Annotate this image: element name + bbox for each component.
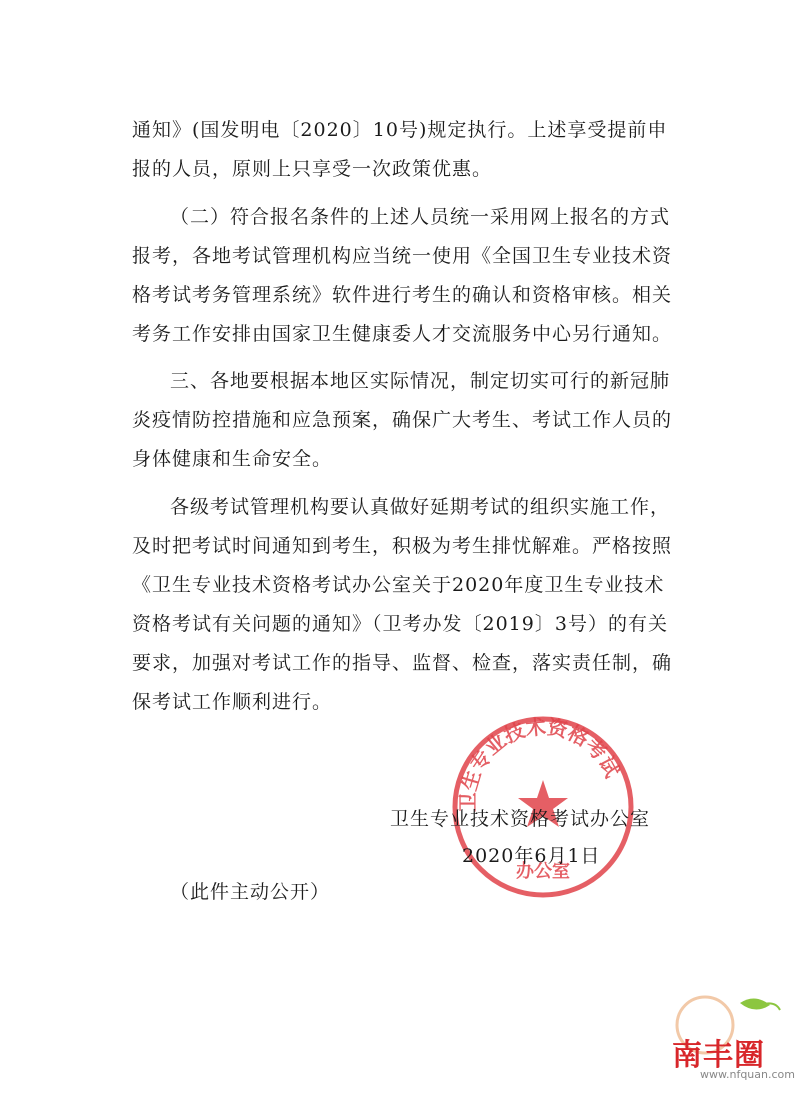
body-line: 《卫生专业技术资格考试办公室关于2020年度卫生专业技术 [132, 574, 665, 596]
disclosure-note: （此件主动公开） [170, 881, 331, 903]
watermark-url: www.nfquan.com [700, 1068, 795, 1081]
watermark-brand: 南丰圈 [672, 1038, 765, 1073]
body-line: 保考试工作顺利进行。 [132, 691, 333, 713]
body-line: 炎疫情防控措施和应急预案，确保广大考生、考试工作人员的 [132, 409, 673, 431]
stamp-bottom-text: 办公室 [516, 861, 570, 882]
body-line: 各级考试管理机构要认真做好延期考试的组织实施工作， [170, 496, 671, 518]
body-line: 要求，加强对考试工作的指导、监督、检查，落实责任制，确 [132, 652, 673, 674]
body-line: 资格考试有关问题的通知》（卫考办发〔2019〕3号）的有关 [132, 613, 668, 635]
body-line: 及时把考试时间通知到考生，积极为考生排忧解难。严格按照 [132, 535, 673, 557]
body-line: 报考，各地考试管理机构应当统一使用《全国卫生专业技术资 [132, 245, 673, 267]
signature-date: 2020年6月1日 [462, 845, 601, 867]
signature-organization: 卫生专业技术资格考试办公室 [390, 808, 651, 830]
body-line: 报的人员，原则上只享受一次政策优惠。 [132, 158, 493, 180]
body-line: 考务工作安排由国家卫生健康委人才交流服务中心另行通知。 [132, 323, 673, 345]
body-line: 三、各地要根据本地区实际情况，制定切实可行的新冠肺 [170, 370, 671, 392]
stamp-arc-text: 卫生专业技术资格考试 [455, 714, 625, 813]
body-line: （二）符合报名条件的上述人员统一采用网上报名的方式 [170, 206, 671, 228]
body-line: 格考试考务管理系统》软件进行考生的确认和资格审核。相关 [132, 284, 673, 306]
body-line: 身体健康和生命安全。 [132, 448, 333, 470]
body-line: 通知》(国发明电〔2020〕10号)规定执行。上述享受提前申 [132, 119, 668, 141]
